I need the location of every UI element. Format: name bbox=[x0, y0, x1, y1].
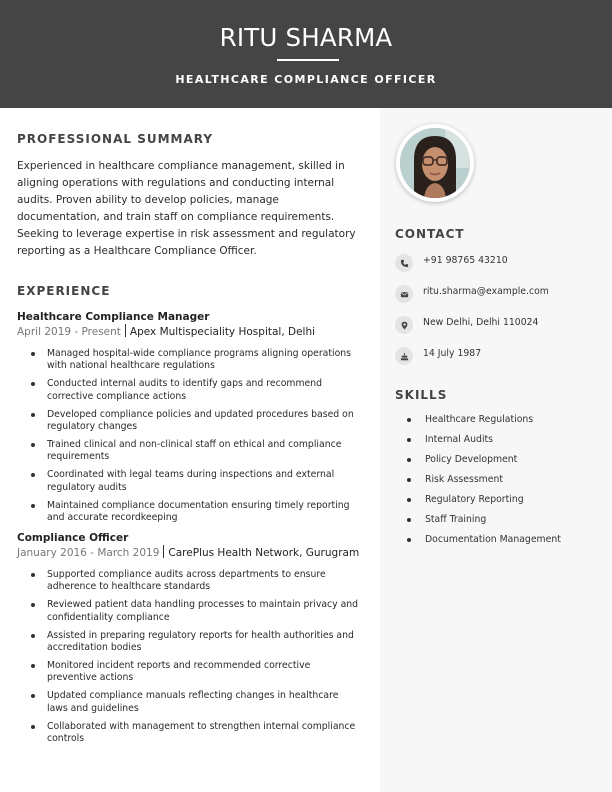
header-divider bbox=[277, 59, 339, 61]
skill-item: Regulatory Reporting bbox=[395, 494, 561, 514]
contact-email bbox=[395, 283, 605, 314]
bullet-item: Maintained compliance documentation ensuring timely reporting and accurate recordkeeping bbox=[17, 500, 362, 525]
job-bullets bbox=[17, 569, 362, 745]
skill-item: Policy Development bbox=[395, 454, 561, 474]
contact-heading: CONTACT bbox=[395, 227, 465, 241]
bullet-item: Assisted in preparing regulatory reports for health authorities and accreditation bodies bbox=[17, 630, 362, 655]
job-dates: January 2016 - March 2019 bbox=[17, 547, 160, 559]
bullet-item: Trained clinical and non-clinical staff on ethical and compliance requirements bbox=[17, 439, 362, 464]
summary-heading: PROFESSIONAL SUMMARY bbox=[17, 132, 214, 146]
job-company: CarePlus Health Network, Gurugram bbox=[168, 547, 360, 559]
skill-item: Healthcare Regulations bbox=[395, 414, 561, 434]
skills-heading: SKILLS bbox=[395, 388, 448, 402]
birthday-cake-icon bbox=[395, 347, 413, 365]
skills-list bbox=[395, 414, 561, 554]
contact-list bbox=[395, 252, 605, 376]
skill-item: Internal Audits bbox=[395, 434, 561, 454]
email-address[interactable]: ritu.sharma@example.com bbox=[423, 286, 549, 297]
skill-item: Risk Assessment bbox=[395, 474, 561, 494]
location-text: New Delhi, Delhi 110024 bbox=[423, 317, 539, 328]
job-meta bbox=[17, 324, 362, 340]
job-entry bbox=[17, 310, 362, 530]
contact-birthdate bbox=[395, 345, 605, 376]
skill-item: Documentation Management bbox=[395, 534, 561, 554]
skill-item: Staff Training bbox=[395, 514, 561, 534]
job-title: Compliance Officer bbox=[17, 532, 129, 544]
location-icon bbox=[395, 316, 413, 334]
bullet-item: Collaborated with management to strengthen internal compliance controls bbox=[17, 721, 362, 746]
contact-phone bbox=[395, 252, 605, 283]
portrait-image bbox=[400, 128, 470, 198]
profile-photo bbox=[400, 128, 470, 198]
meta-separator bbox=[163, 545, 164, 558]
phone-icon bbox=[395, 254, 413, 272]
meta-separator bbox=[125, 324, 126, 337]
bullet-item: Monitored incident reports and recommended corrective preventive actions bbox=[17, 660, 362, 685]
summary-text: Experienced in healthcare compliance management, skilled in aligning operations with regulations and conducting internal audits. Proven ability to develop policies, manage documentation, and train staff on compliance requirements. Seeking to leverage expertise in risk assessment and regulatory reporting as a Healthcare Compliance Officer. bbox=[17, 160, 356, 257]
bullet-item: Supported compliance audits across departments to ensure adherence to healthcare standards bbox=[17, 569, 362, 594]
profile-photo-frame bbox=[396, 124, 474, 202]
bullet-item: Managed hospital-wide compliance programs aligning operations with national healthcare regulations bbox=[17, 348, 362, 373]
bullet-item: Updated compliance manuals reflecting changes in healthcare laws and guidelines bbox=[17, 690, 362, 715]
bullet-item: Conducted internal audits to identify gaps and recommend corrective compliance actions bbox=[17, 378, 362, 403]
resume-header bbox=[0, 0, 612, 108]
job-meta bbox=[17, 545, 362, 561]
birth-date: 14 July 1987 bbox=[423, 348, 482, 359]
contact-location bbox=[395, 314, 605, 345]
job-title: Healthcare Compliance Manager bbox=[17, 311, 210, 323]
job-entry bbox=[17, 531, 362, 751]
bullet-item: Coordinated with legal teams during inspections and external regulatory audits bbox=[17, 469, 362, 494]
email-icon bbox=[395, 285, 413, 303]
job-title-heading: HEALTHCARE COMPLIANCE OFFICER bbox=[175, 73, 437, 86]
experience-heading: EXPERIENCE bbox=[17, 284, 111, 298]
phone-number[interactable]: +91 98765 43210 bbox=[423, 255, 508, 266]
job-bullets bbox=[17, 348, 362, 524]
bullet-item: Developed compliance policies and updated procedures based on regulatory changes bbox=[17, 409, 362, 434]
job-dates: April 2019 - Present bbox=[17, 326, 121, 338]
candidate-name: RITU SHARMA bbox=[219, 23, 393, 52]
bullet-item: Reviewed patient data handling processes to maintain privacy and confidentiality compliance bbox=[17, 599, 362, 624]
job-company: Apex Multispeciality Hospital, Delhi bbox=[129, 326, 316, 338]
